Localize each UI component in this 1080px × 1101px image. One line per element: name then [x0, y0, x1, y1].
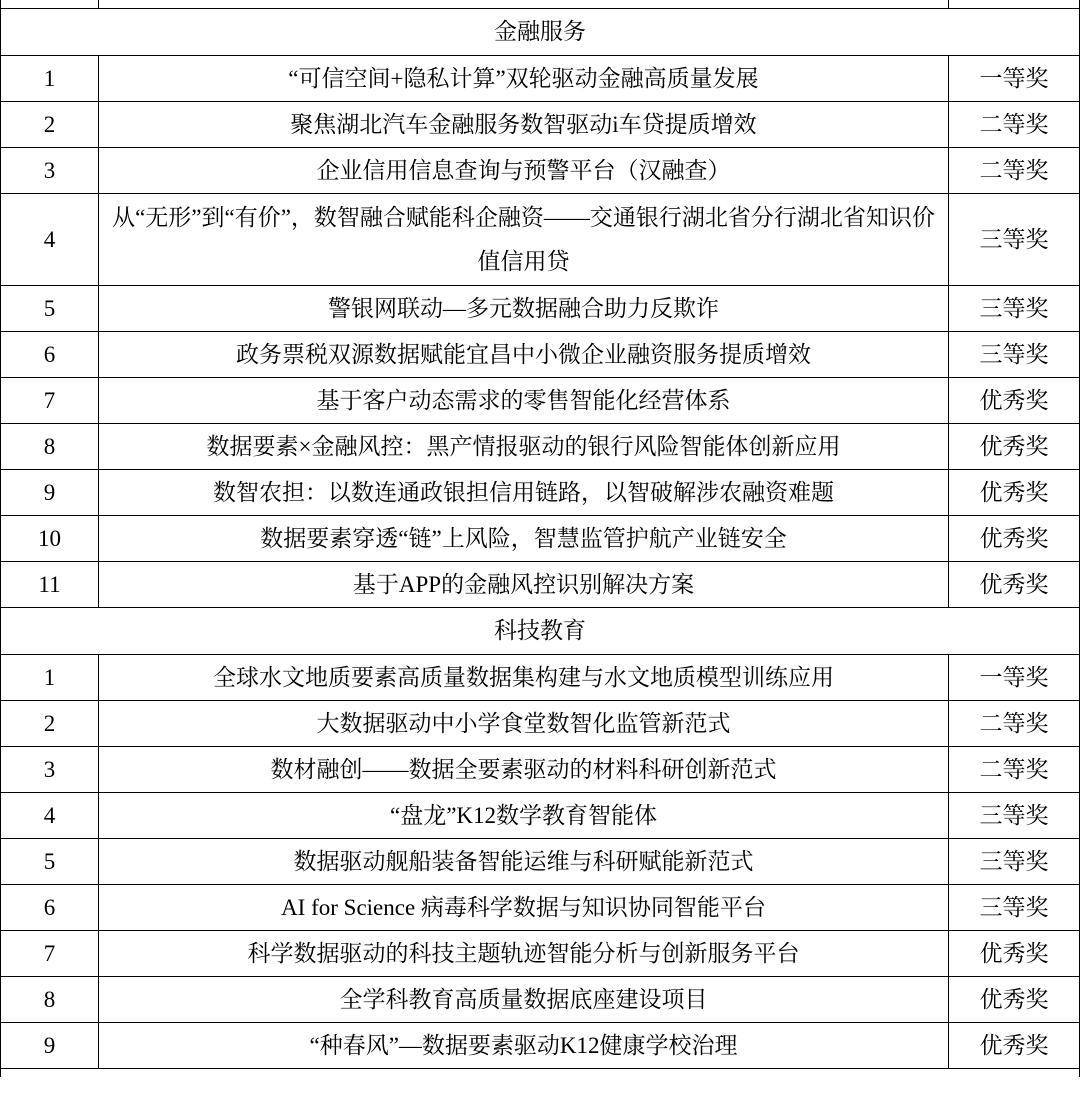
project-name: 数智农担：以数连通政银担信用链路，以智破解涉农融资难题 — [99, 470, 949, 516]
table-bottom-cell — [1, 1069, 1080, 1078]
project-name: 全球水文地质要素高质量数据集构建与水文地质模型训练应用 — [99, 655, 949, 701]
row-number: 6 — [1, 332, 99, 378]
award-level: 一等奖 — [949, 655, 1080, 701]
row-number: 3 — [1, 747, 99, 793]
section-header-row — [1, 9, 1080, 56]
award-level: 二等奖 — [949, 747, 1080, 793]
row-number: 9 — [1, 1023, 99, 1069]
award-level: 三等奖 — [949, 839, 1080, 885]
row-number: 7 — [1, 931, 99, 977]
row-number: 3 — [1, 148, 99, 194]
award-level: 优秀奖 — [949, 378, 1080, 424]
row-number: 9 — [1, 470, 99, 516]
table-row — [1, 332, 1080, 378]
table-top-cell — [949, 0, 1080, 9]
award-level: 优秀奖 — [949, 516, 1080, 562]
project-name: 大数据驱动中小学食堂数智化监管新范式 — [99, 701, 949, 747]
section-header-row — [1, 608, 1080, 655]
table-row — [1, 378, 1080, 424]
section-title: 科技教育 — [1, 608, 1080, 655]
award-level: 二等奖 — [949, 148, 1080, 194]
table-row — [1, 931, 1080, 977]
award-level: 优秀奖 — [949, 470, 1080, 516]
table-top-edge — [1, 0, 1080, 9]
table-bottom-edge — [1, 1069, 1080, 1078]
project-name: 数材融创——数据全要素驱动的材料科研创新范式 — [99, 747, 949, 793]
table-row — [1, 977, 1080, 1023]
project-name: 从“无形”到“有价”，数智融合赋能科企融资——交通银行湖北省分行湖北省知识价值信用贷 — [99, 194, 949, 286]
row-number: 1 — [1, 655, 99, 701]
row-number: 6 — [1, 885, 99, 931]
awards-table-body — [1, 0, 1080, 1077]
row-number: 11 — [1, 562, 99, 608]
award-level: 三等奖 — [949, 332, 1080, 378]
project-name: 数据要素穿透“链”上风险，智慧监管护航产业链安全 — [99, 516, 949, 562]
award-level: 优秀奖 — [949, 1023, 1080, 1069]
award-level: 三等奖 — [949, 286, 1080, 332]
table-row — [1, 839, 1080, 885]
table-row — [1, 470, 1080, 516]
project-name: 全学科教育高质量数据底座建设项目 — [99, 977, 949, 1023]
row-number: 8 — [1, 977, 99, 1023]
table-row — [1, 286, 1080, 332]
award-level: 三等奖 — [949, 885, 1080, 931]
project-name: 基于APP的金融风控识别解决方案 — [99, 562, 949, 608]
table-row — [1, 516, 1080, 562]
project-name: 政务票税双源数据赋能宜昌中小微企业融资服务提质增效 — [99, 332, 949, 378]
award-level: 三等奖 — [949, 194, 1080, 286]
project-name: 聚焦湖北汽车金融服务数智驱动i车贷提质增效 — [99, 102, 949, 148]
table-row — [1, 655, 1080, 701]
row-number: 5 — [1, 839, 99, 885]
table-row — [1, 424, 1080, 470]
section-title: 金融服务 — [1, 9, 1080, 56]
table-row — [1, 102, 1080, 148]
table-row — [1, 562, 1080, 608]
table-row — [1, 885, 1080, 931]
project-name: 数据要素×金融风控：黑产情报驱动的银行风险智能体创新应用 — [99, 424, 949, 470]
project-name: AI for Science 病毒科学数据与知识协同智能平台 — [99, 885, 949, 931]
award-level: 优秀奖 — [949, 931, 1080, 977]
project-name: 基于客户动态需求的零售智能化经营体系 — [99, 378, 949, 424]
project-name: 科学数据驱动的科技主题轨迹智能分析与创新服务平台 — [99, 931, 949, 977]
project-name: 企业信用信息查询与预警平台（汉融查） — [99, 148, 949, 194]
award-level: 一等奖 — [949, 56, 1080, 102]
row-number: 2 — [1, 701, 99, 747]
table-row — [1, 56, 1080, 102]
row-number: 1 — [1, 56, 99, 102]
award-level: 二等奖 — [949, 102, 1080, 148]
table-row — [1, 148, 1080, 194]
row-number: 2 — [1, 102, 99, 148]
award-level: 优秀奖 — [949, 424, 1080, 470]
table-row — [1, 747, 1080, 793]
table-row — [1, 793, 1080, 839]
table-row — [1, 1023, 1080, 1069]
project-name: “可信空间+隐私计算”双轮驱动金融高质量发展 — [99, 56, 949, 102]
project-name: 数据驱动舰船装备智能运维与科研赋能新范式 — [99, 839, 949, 885]
row-number: 10 — [1, 516, 99, 562]
row-number: 7 — [1, 378, 99, 424]
table-top-cell — [99, 0, 949, 9]
table-top-cell — [1, 0, 99, 9]
project-name: “盘龙”K12数学教育智能体 — [99, 793, 949, 839]
row-number: 4 — [1, 793, 99, 839]
row-number: 5 — [1, 286, 99, 332]
row-number: 8 — [1, 424, 99, 470]
table-row — [1, 194, 1080, 286]
award-level: 三等奖 — [949, 793, 1080, 839]
award-level: 优秀奖 — [949, 977, 1080, 1023]
project-name: 警银网联动—多元数据融合助力反欺诈 — [99, 286, 949, 332]
row-number: 4 — [1, 194, 99, 286]
table-row — [1, 701, 1080, 747]
award-level: 优秀奖 — [949, 562, 1080, 608]
project-name: “种春风”—数据要素驱动K12健康学校治理 — [99, 1023, 949, 1069]
award-level: 二等奖 — [949, 701, 1080, 747]
